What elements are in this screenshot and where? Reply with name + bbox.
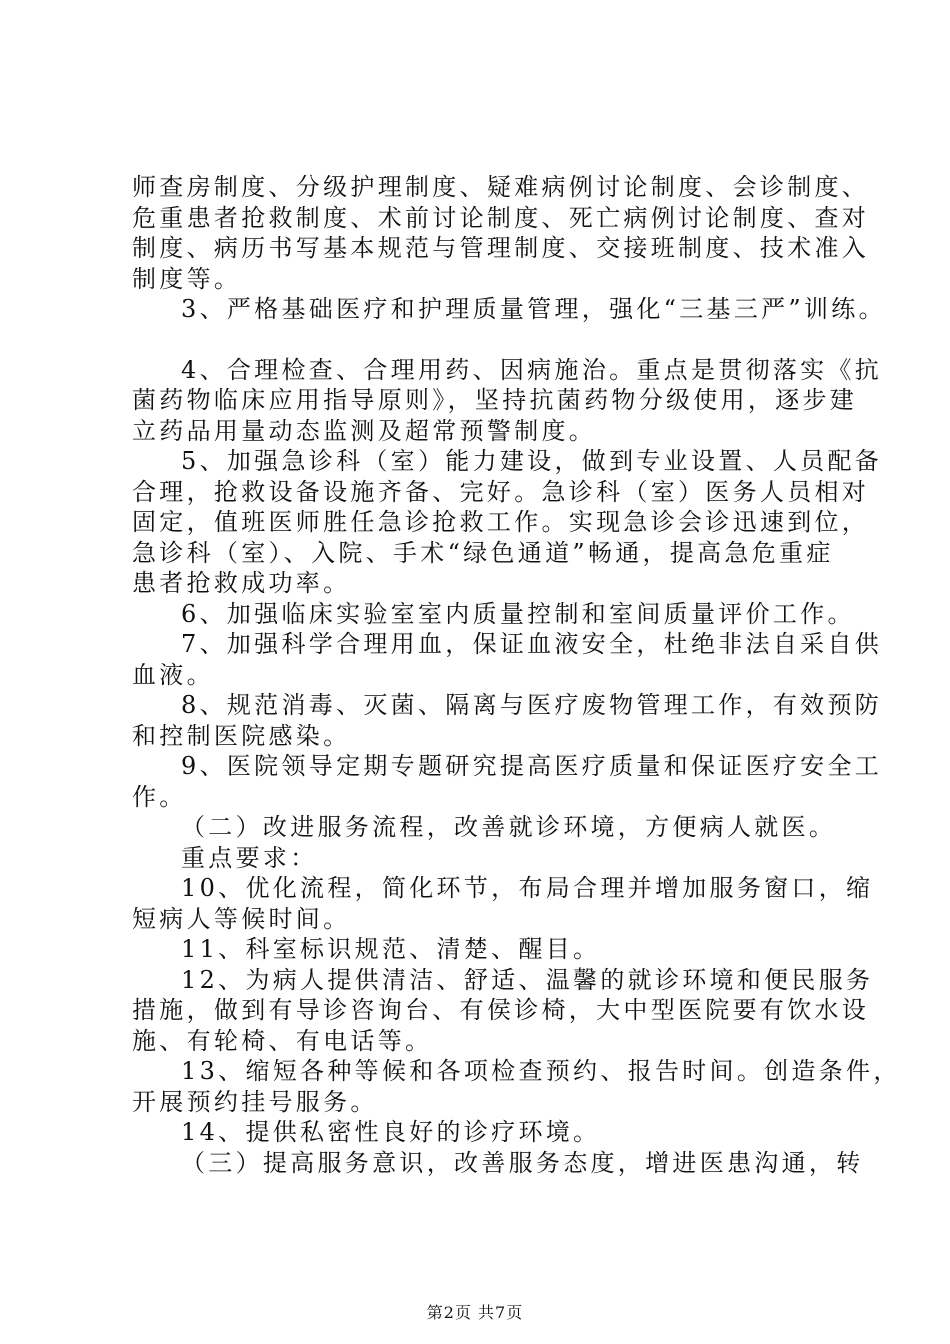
text-line: 12、为病人提供清洁、舒适、温馨的就诊环境和便民服务 xyxy=(181,965,874,994)
document-body xyxy=(132,172,901,1178)
text-line: 6、加强临床实验室室内质量控制和室间质量评价工作。 xyxy=(181,599,855,628)
text-line: 4、合理检查、合理用药、因病施治。重点是贯彻落实《抗 xyxy=(181,355,883,384)
text-line: 施、有轮椅、有电话等。 xyxy=(132,1026,433,1055)
text-line: 菌药物临床应用指导原则》，坚持抗菌药物分级使用，逐步建 xyxy=(132,386,858,414)
text-line: 开展预约挂号服务。 xyxy=(132,1087,378,1116)
text-line: 11、科室标识规范、清楚、醒目。 xyxy=(181,935,601,963)
text-line: 急诊科（室）、入院、手术“绿色通道”畅通，提高急危重症 xyxy=(132,538,834,567)
page-footer xyxy=(0,1300,950,1323)
text-line: 师查房制度、分级护理制度、疑难病例讨论制度、会诊制度、 xyxy=(132,173,870,201)
text-line: 9、医院领导定期专题研究提高医疗质量和保证医疗安全工 xyxy=(181,752,883,780)
text-line: （二）改进服务流程，改善就诊环境，方便病人就医。 xyxy=(181,813,837,841)
text-line: 7、加强科学合理用血，保证血液安全，杜绝非法自采自供 xyxy=(181,630,883,658)
text-line: 和控制医院感染。 xyxy=(132,721,351,750)
text-line: 作。 xyxy=(132,782,187,811)
text-line: 13、缩短各种等候和各项检查预约、报告时间。创造条件， xyxy=(181,1057,901,1085)
text-line: 14、提供私密性良好的诊疗环境。 xyxy=(181,1118,601,1146)
text-line: 立药品用量动态监测及超常预警制度。 xyxy=(132,416,597,445)
text-line: 危重患者抢救制度、术前讨论制度、死亡病例讨论制度、查对 xyxy=(132,203,870,232)
text-line: 8、规范消毒、灭菌、隔离与医疗废物管理工作，有效预防 xyxy=(181,691,883,719)
text-line: 固定，值班医师胜任急诊抢救工作。实现急诊会诊迅速到位， xyxy=(132,508,870,536)
text-line: 合理，抢救设备设施齐备、完好。急诊科（室）医务人员相对 xyxy=(132,477,870,506)
text-line: 制度等。 xyxy=(132,264,242,293)
text-line: 措施，做到有导诊咨询台、有侯诊椅，大中型医院要有饮水设 xyxy=(132,996,870,1024)
page-number-label: 第2页 共7页 xyxy=(426,1303,524,1322)
text-line: 血液。 xyxy=(132,660,214,689)
text-line: 10、优化流程，简化环节，布局合理并增加服务窗口，缩 xyxy=(181,874,874,902)
text-line: 患者抢救成功率。 xyxy=(132,569,351,597)
text-line: 3、严格基础医疗和护理质量管理，强化“三基三严”训练。 xyxy=(181,295,886,323)
text-line: 5、加强急诊科（室）能力建设，做到专业设置、人员配备 xyxy=(181,447,883,475)
paragraph-gap xyxy=(132,325,832,355)
text-line: 制度、病历书写基本规范与管理制度、交接班制度、技术准入 xyxy=(132,234,870,262)
text-line: （三）提高服务意识，改善服务态度，增进医患沟通，转 xyxy=(181,1148,864,1177)
text-line: 重点要求： xyxy=(181,843,318,872)
text-line: 短病人等候时间。 xyxy=(132,904,351,933)
